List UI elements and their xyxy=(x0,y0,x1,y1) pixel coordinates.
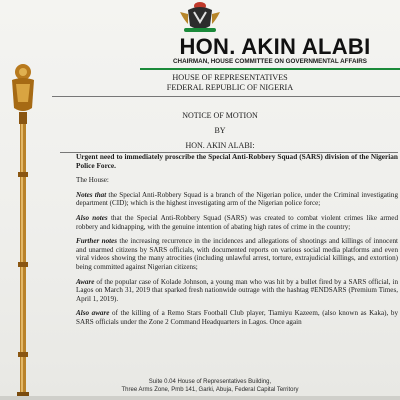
motion-paragraph: Also aware of the killing of a Remo Stars Football Club player, Tiamiyu Kazeem, (also known as Kaka), by SARS officials under the Zone 2 Command Headquarters in Lagos. Once again xyxy=(76,309,398,326)
member-name: HON. AKIN ALABI xyxy=(179,34,371,59)
house-name: HOUSE OF REPRESENTATIVES xyxy=(172,73,288,82)
notice-author: HON. AKIN ALABI: xyxy=(185,141,255,150)
letterhead-rule xyxy=(140,68,400,70)
motion-paragraph: Also notes that the Special Anti-Robbery Squad (SARS) was created to combat violent crimes like armed robbery and kidnapping, with the genuine intention of abating high rates of crime in the country; xyxy=(76,213,398,231)
address-line-2: Three Arms Zone, Pmb 141, Garki, Abuja, Federal Capital Territory xyxy=(121,387,299,393)
mace-icon xyxy=(6,62,40,400)
motion-heading: Urgent need to immediately proscribe the Special Anti-Robbery Squad (SARS) division of the Nigerian Police Force. xyxy=(76,152,398,170)
page-bottom-edge xyxy=(0,396,400,400)
motion-paragraph: Aware of the popular case of Kolade Johnson, a young man who was hit by a bullet fired by a SARS official, in Lagos on March 31, 2019 that sparked fresh nationwide outrage with the hashtag #ENDSARS (Premium Times, April 1, 2019). xyxy=(76,277,398,303)
divider-top xyxy=(52,96,400,97)
address-footer xyxy=(90,378,330,394)
notice-by: BY xyxy=(214,126,226,135)
notice-title: NOTICE OF MOTION xyxy=(182,111,258,120)
notice-block xyxy=(140,108,300,153)
republic-name: FEDERAL REPUBLIC OF NIGERIA xyxy=(166,83,294,92)
address-line-1: Suite 0.04 House of Representatives Building, xyxy=(148,379,272,385)
motion-paragraph: Further notes the increasing recurrence in the incidences and allegations of shootings and killings of innocent and unarmed citizens by SARS officials, with documented reports on various social media platforms and even viral videos showing the many atrocities (including unlawful arrest, torture, extrajudicial killings, and extortion) being committed against Nigerian citizens; xyxy=(76,237,398,271)
motion-intro: The House: xyxy=(76,176,109,185)
organization-block xyxy=(130,73,330,93)
coat-of-arms-icon xyxy=(178,0,222,34)
chairman-title: CHAIRMAN, HOUSE COMMITTEE ON GOVERNMENTAL AFFAIRS xyxy=(172,58,368,65)
motion-body xyxy=(76,153,398,333)
motion-paragraph: Notes that the Special Anti-Robbery Squad is a branch of the Nigerian police, under the Criminal investigating department (CID); which is the highest investigating arm of the Nigerian police force; xyxy=(76,190,398,208)
